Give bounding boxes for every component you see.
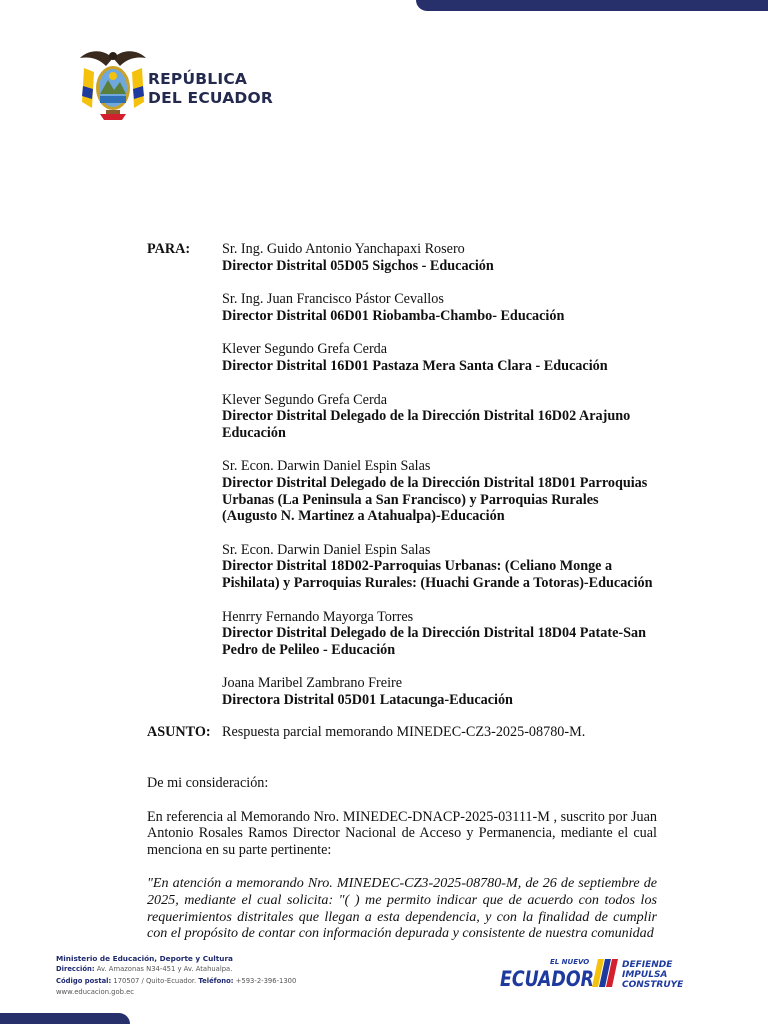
address-line — [56, 964, 296, 975]
brand-big-text: ECUADOR — [500, 967, 594, 991]
recipient — [222, 392, 657, 442]
recipient-name: Klever Segundo Grefa Cerda — [222, 391, 388, 408]
reference-paragraph: En referencia al Memorando Nro. MINEDEC-DNACP-2025-03111-M , suscrito por Juan Antonio Rosales Ramos Director Nacional de Acceso y Permanencia, mediante el cual menciona en su parte pertinente: — [147, 808, 657, 858]
header-band — [416, 0, 768, 11]
para-label: PARA: — [147, 241, 191, 257]
asunto-label: ASUNTO: — [147, 724, 211, 741]
website-link[interactable]: www.educacion.gob.ec — [56, 987, 135, 996]
nuevo-ecuador-brand — [498, 955, 684, 991]
address-value: Av. Amazonas N34-451 y Av. Atahualpa. — [96, 965, 233, 974]
recipient — [222, 609, 657, 659]
recipient — [222, 341, 657, 374]
brand-small-text: EL NUEVO — [550, 958, 590, 966]
nuevo-ecuador-logo-icon — [498, 955, 684, 991]
slogan-defiende: DEFIENDE — [622, 960, 673, 970]
recipient-name: Sr. Ing. Guido Antonio Yanchapaxi Rosero — [222, 241, 465, 257]
postal-line — [56, 976, 296, 987]
recipient-title: Director Distrital 05D05 Sigchos - Educación — [222, 257, 494, 274]
slogan-impulsa: IMPULSA — [622, 970, 668, 980]
recipient — [222, 458, 657, 524]
recipient-title: Director Distrital Delegado de la Dirección Distrital 18D01 Parroquias Urbanas (La Peninsula a San Francisco) y Parroquias Rurales (Augusto N. Martinez a Atahualpa)-Educación — [222, 474, 648, 525]
para-section — [147, 241, 657, 725]
republica-logo-text — [148, 70, 273, 108]
address-label: Dirección: — [56, 965, 95, 974]
postal-label: Código postal: — [56, 976, 112, 985]
footer-contact — [56, 953, 296, 998]
phone-value: +593-2-396-1300 — [235, 976, 297, 985]
footer-band — [0, 1013, 130, 1024]
recipient — [222, 542, 657, 592]
postal-value: 170507 / Quito-Ecuador. — [113, 976, 197, 985]
recipient-name: Joana Maribel Zambrano Freire — [222, 675, 403, 692]
recipient-name: Sr. Econ. Darwin Daniel Espin Salas — [222, 458, 431, 475]
phone-label: Teléfono: — [198, 976, 234, 985]
recipient-name: Henrry Fernando Mayorga Torres — [222, 608, 414, 625]
slogan-construye: CONSTRUYE — [622, 980, 684, 990]
memo-body — [147, 241, 657, 942]
recipient — [222, 291, 657, 324]
recipient-title: Directora Distrital 05D01 Latacunga-Educación — [222, 691, 513, 708]
recipient-list — [222, 241, 657, 725]
logo-line2: DEL ECUADOR — [148, 89, 273, 107]
recipient-title: Director Distrital Delegado de la Dirección Distrital 18D04 Patate-San Pedro de Pelileo - Educación — [222, 625, 646, 658]
recipient-name: Sr. Econ. Darwin Daniel Espin Salas — [222, 541, 431, 558]
recipient-name: Sr. Ing. Juan Francisco Pástor Cevallos — [222, 291, 444, 308]
logo-line1: REPÚBLICA — [148, 70, 248, 88]
recipient-name: Klever Segundo Grefa Cerda — [222, 341, 388, 358]
ministry-name: Ministerio de Educación, Deporte y Cultura — [56, 954, 233, 963]
recipient-title: Director Distrital 18D02-Parroquias Urbanas: (Celiano Monge a Pishilata) y Parroquias Rurales: (Huachi Grande a Totoras)-Educación — [222, 558, 653, 591]
recipient-title: Director Distrital Delegado de la Dirección Distrital 16D02 Arajuno Educación — [222, 408, 631, 441]
asunto-text: Respuesta parcial memorando MINEDEC-CZ3-2025-08780-M. — [222, 724, 586, 741]
recipient — [222, 241, 657, 274]
recipient-title: Director Distrital 16D01 Pastaza Mera Santa Clara - Educación — [222, 357, 608, 374]
recipient-title: Director Distrital 06D01 Riobamba-Chambo- Educación — [222, 307, 565, 324]
greeting: De mi consideración: — [147, 775, 269, 792]
recipient — [222, 675, 657, 708]
quoted-paragraph: "En atención a memorando Nro. MINEDEC-CZ3-2025-08780-M, de 26 de septiembre de 2025, mediante el cual solicita: "( ) me permito indicar que de acuerdo con todos los requerimientos distritales que llegan a esta dependencia, y con la finalidad de cumplir con el propósito de contar con información depurada y consistente de nuestra comunidad — [147, 875, 657, 942]
asunto-section — [147, 724, 657, 741]
coat-of-arms-icon — [78, 44, 148, 124]
